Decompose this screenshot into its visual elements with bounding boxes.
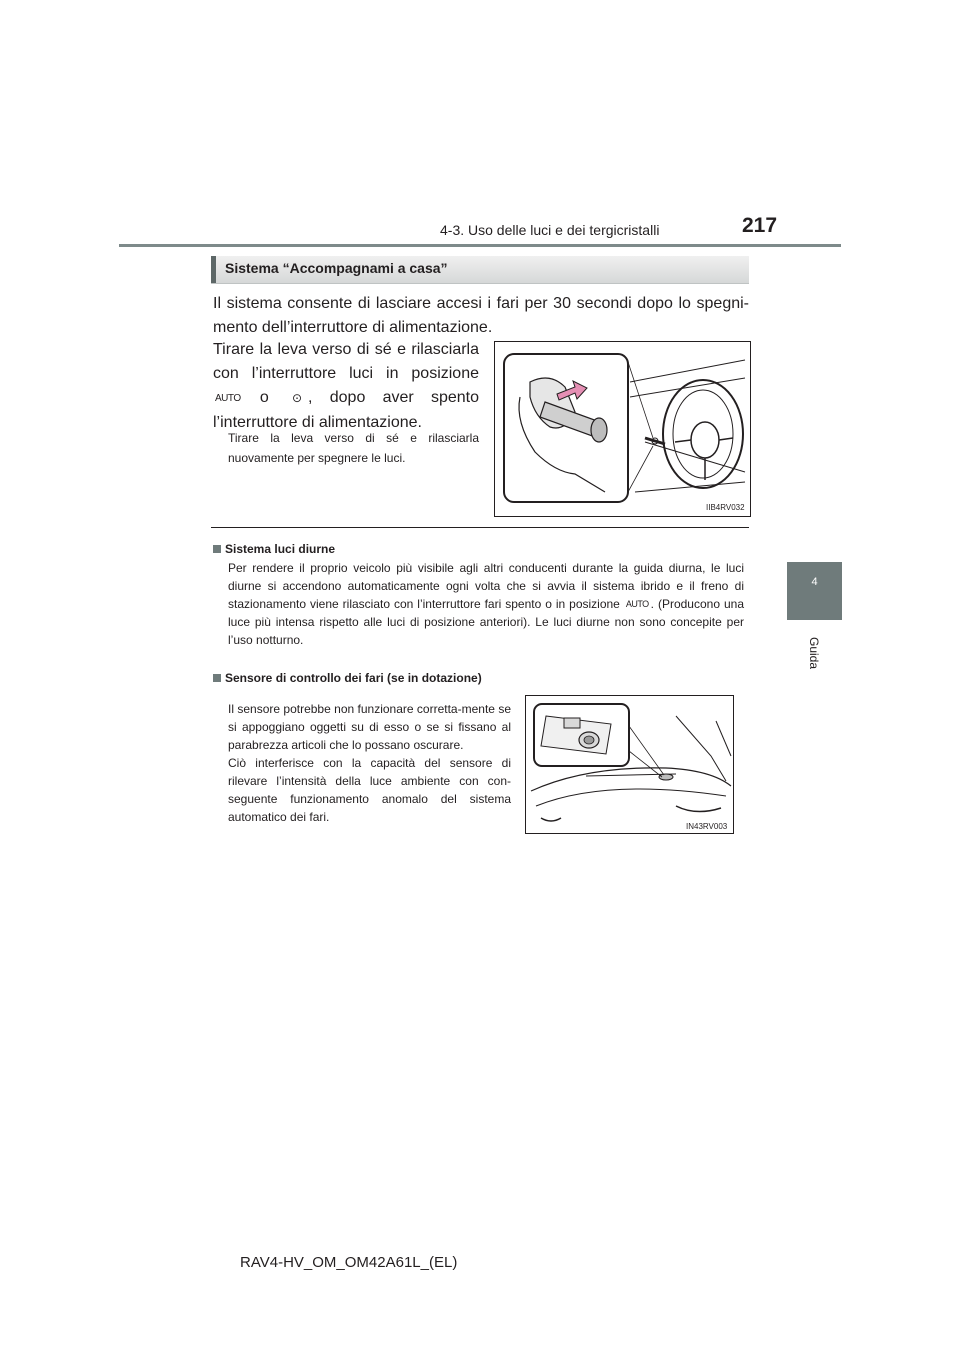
section-heading-bar <box>211 256 749 284</box>
lever-drawing <box>495 342 750 516</box>
page-number: 217 <box>742 214 778 237</box>
headlight-position-icon: ⊙ <box>292 391 303 405</box>
chapter-tab: 4 <box>787 562 842 620</box>
figure-code: IN43RV003 <box>686 822 728 831</box>
document-code: RAV4-HV_OM_OM42A61L_(EL) <box>240 1254 458 1271</box>
section-heading: Sistema “Accompagnami a casa” <box>225 260 448 276</box>
step-text-1: Tirare la leva verso di sé e rilasciarla con l’interruttore luci in posizione <box>213 341 479 382</box>
auto-position-icon: AUTO <box>625 599 649 609</box>
step-text-2: o <box>259 389 269 406</box>
square-bullet-icon <box>213 674 221 682</box>
chapter-label-text: Guida <box>807 636 821 670</box>
lever-illustration <box>494 341 751 517</box>
sensor-heading <box>213 669 482 687</box>
figure-code: IIB4RV032 <box>706 503 745 512</box>
step-paragraph <box>213 338 479 435</box>
sensor-text-1: Il sensore potrebbe non funzionare corretta-mente se si appoggiano oggetti su di esso o se si fissano al parabrezza articoli che lo possano oscurare. <box>228 702 511 752</box>
sensor-illustration <box>525 695 734 834</box>
sensor-text-2: Ciò interferisce con la capacità del sensore di rilevare l’intensità della luce ambiente con con-seguente funzionamento anomalo del sistema automatico dei fari. <box>228 756 511 824</box>
square-bullet-icon <box>213 545 221 553</box>
section-divider <box>211 527 749 528</box>
sensor-title: Sensore di controllo dei fari (se in dotazione) <box>225 671 482 685</box>
chapter-label <box>786 628 842 678</box>
drl-heading <box>213 540 335 558</box>
header-rule <box>119 244 841 247</box>
sensor-paragraph <box>228 700 511 826</box>
section-heading-accent <box>211 256 216 283</box>
drl-text-1: Per rendere il proprio veicolo più visibile agli altri conducenti durante la guida diurna, le luci diurne si accendono automaticamente ogni volta che si avvia il sistema ibrido e il freno di stazionamento viene rilasciato con l’interruttore fari spento o in posizione <box>228 561 744 611</box>
step-text-3: , dopo aver spento l’interruttore di alimentazione. <box>213 389 480 431</box>
drl-text-2: . (Producono una luce più intensa rispetto alle luci di posizione anteriori). Le luci diurne non sono concepite per l’uso notturno. <box>228 597 744 647</box>
auto-position-icon: AUTO <box>215 393 241 404</box>
drl-paragraph <box>228 559 744 649</box>
intro-paragraph: Il sistema consente di lasciare accesi i fari per 30 secondi dopo lo spegni-mento dell’interruttore di alimentazione. <box>213 295 749 336</box>
sensor-drawing <box>526 696 733 833</box>
running-header: 4-3. Uso delle luci e dei tergicristalli <box>440 222 660 238</box>
note-paragraph: Tirare la leva verso di sé e rilasciarla nuovamente per spegnere le luci. <box>228 431 479 465</box>
drl-title: Sistema luci diurne <box>225 542 336 556</box>
